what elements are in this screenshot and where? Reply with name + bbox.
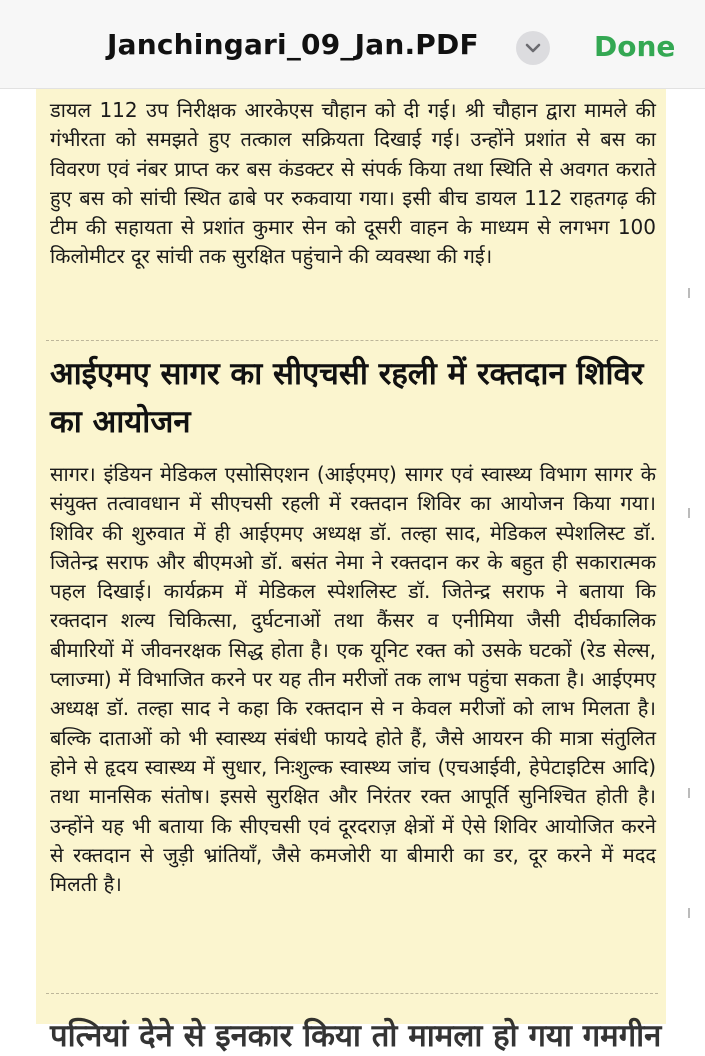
title-menu-button[interactable] (516, 31, 550, 65)
pdf-viewer-toolbar (0, 0, 705, 89)
page-mark (688, 908, 690, 918)
pdf-page[interactable] (36, 88, 666, 1054)
article-body: सागर। इंडियन मेडिकल एसोसिएशन (आईएमए) सागर एवं स्वास्थ्य विभाग सागर के संयुक्त तत्वावधान में सीएचसी रहली में रक्तदान शिविर का आयोजन किया गया। शिविर की शुरुवात में ही आईएमए अध्यक्ष डॉ. तल्हा साद, मेडिकल स्पेशलिस्ट डॉ. जितेन्द्र सराफ और बीएमओ डॉ. बसंत नेमा ने रक्तदान कर के बहुत ही सकारात्मक पहल दिखाई। कार्यक्रम में मेडिकल स्पेशलिस्ट डॉ. जितेन्द्र सराफ ने बताया कि रक्तदान शल्य चिकित्सा, दुर्घटनाओं तथा कैंसर व एनीमिया जैसी दीर्घकालिक बीमारियों में जीवनरक्षक सिद्ध होता है। एक यूनिट रक्त को उसके घटकों (रेड सेल्स, प्लाज्मा) में विभाजित करने पर यह तीन मरीजों तक लाभ पहुंचा सकता है। आईएमए अध्यक्ष डॉ. तल्हा साद ने कहा कि रक्तदान से न केवल मरीजों को लाभ मिलता है। बल्कि दाताओं को भी स्वास्थ्य संबंधी फायदे होते हैं, जैसे आयरन की मात्रा संतुलित होने से हृदय स्वास्थ्य में सुधार, निःशुल्क स्वास्थ्य जांच (एचआईवी, हेपेटाइटिस आदि) तथा मानसिक संतोष। इससे सुरक्षित और निरंतर रक्त आपूर्ति सुनिश्चित होती है। उन्होंने यह भी बताया कि सीएचसी एवं दूरदराज़ क्षेत्रों में ऐसे शिविर आयोजित करने से रक्तदान से जुड़ी भ्रांतियाँ, जैसे कमजोरी या बीमारी का डर, दूर करने में मदद मिलती है। (50, 462, 656, 897)
column-divider (46, 340, 658, 341)
next-article-headline-partial (50, 1012, 662, 1054)
done-button[interactable]: Done (594, 30, 676, 63)
previous-article-paragraph: डायल 112 उप निरीक्षक आरकेएस चौहान को दी गई। श्री चौहान द्वारा मामले की गंभीरता को समझते हुए तत्काल सक्रियता दिखाई गई। उन्होंने प्रशांत से बस का विवरण एवं नंबर प्राप्त कर बस कंडक्टर से संपर्क किया तथा स्थिति से अवगत कराते हुए बस को सांची स्थित ढाबे पर रुकवाया गया। इसी बीच डायल 112 राहतगढ़ की टीम की सहायता से प्रशांत कुमार सेन को दूसरी वाहन के माध्यम से लगभग 100 किलोमीटर दूर सांची तक सुरक्षित पहुंचाने की व्यवस्था की गई। (50, 98, 656, 269)
next-headline-text: पत्नियां देने से इनकार किया तो मामला हो गया गमगीन (50, 1018, 662, 1054)
page-mark (688, 288, 690, 298)
column-divider (46, 993, 658, 994)
document-title: Janchingari_09_Jan.PDF (107, 28, 479, 61)
page-mark (688, 508, 690, 518)
article-headline: आईएमए सागर का सीएचसी रहली में रक्तदान शिविर का आयोजन (50, 356, 644, 440)
page-mark (688, 788, 690, 798)
adjacent-page-edge (666, 88, 705, 1024)
chevron-down-icon (525, 42, 541, 54)
